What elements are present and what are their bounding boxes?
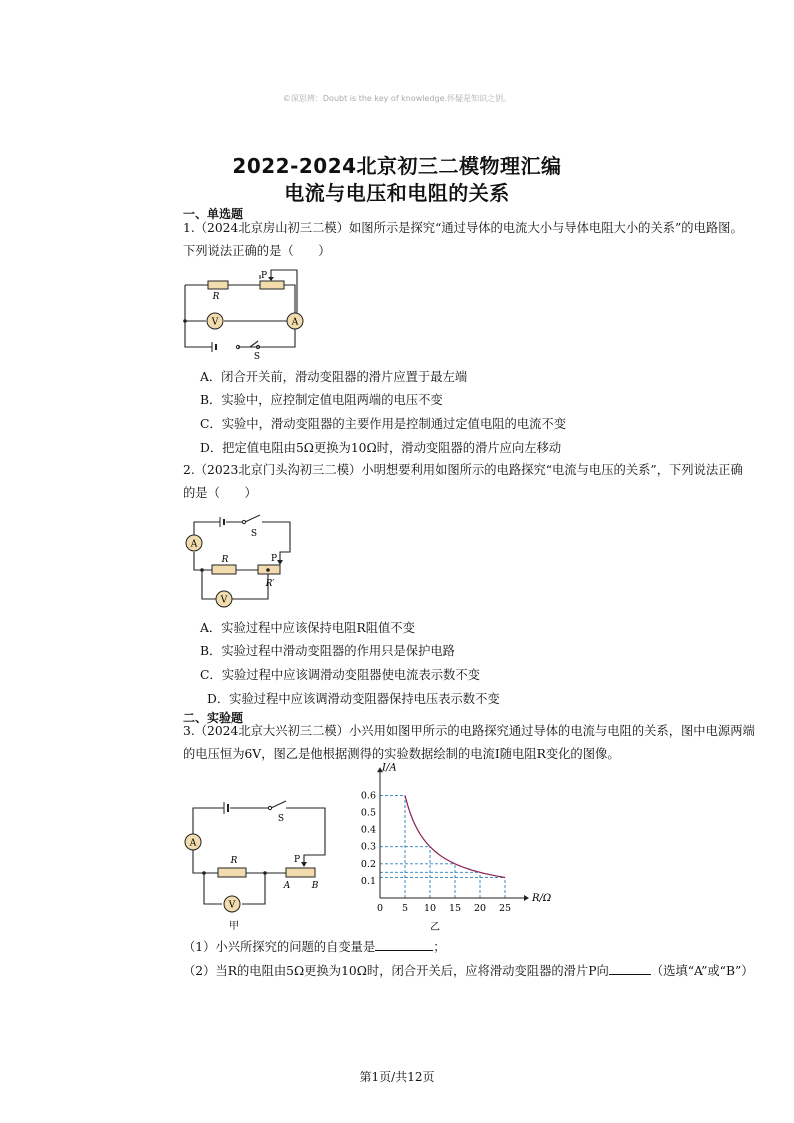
ammeter-label: A bbox=[190, 539, 198, 550]
voltmeter-label: V bbox=[228, 900, 236, 911]
q2-option-c: C．实验过程中应该调滑动变阻器使电流表示数不变 bbox=[200, 668, 480, 682]
x-tick-label: 5 bbox=[401, 903, 409, 914]
slider-label: P bbox=[293, 855, 301, 865]
q2-option-a: A．实验过程中应该保持电阻R阻值不变 bbox=[200, 621, 415, 635]
question-1-circuit-diagram bbox=[180, 265, 310, 360]
sub1-text: （1）小兴所探究的问题的自变量是 bbox=[183, 940, 376, 954]
x-tick-label: 0 bbox=[376, 903, 384, 914]
switch-label: S bbox=[250, 529, 258, 539]
x-tick-label: 10 bbox=[423, 903, 437, 914]
sub2-end: （选填“A”或“B”） bbox=[650, 964, 754, 978]
ammeter-label: A bbox=[189, 838, 197, 849]
q1-option-c: C．实验中，滑动变阻器的主要作用是控制通过定值电阻的电流不变 bbox=[200, 417, 567, 431]
y-axis-label: I/A bbox=[382, 762, 397, 774]
q1-option-b: B．实验中，应控制定值电阻两端的电压不变 bbox=[200, 393, 443, 407]
slider-label: P bbox=[260, 271, 268, 281]
question-3-text: 3.（2024北京大兴初三二模）小兴用如图甲所示的电路探究通过导体的电流与电阻的关系，图中电源两端的电压恒为6V，图乙是他根据测得的实验数据绘制的电流I随电阻R变化的图像。 bbox=[183, 724, 755, 761]
switch-label: S bbox=[277, 814, 285, 824]
ammeter-label: A bbox=[291, 317, 299, 328]
resistor-label: R bbox=[221, 555, 229, 565]
rheostat-label: R′ bbox=[265, 579, 275, 589]
question-3-circuit-jia bbox=[180, 800, 340, 935]
x-axis-arrow bbox=[524, 895, 529, 901]
figure-yi-caption: 乙 bbox=[430, 922, 440, 933]
x-tick-label: 25 bbox=[498, 903, 512, 914]
q1-option-a: A．闭合开关前，滑动变阻器的滑片应置于最左端 bbox=[200, 370, 468, 384]
terminal-a-label: A bbox=[283, 881, 291, 891]
y-tick-label: 0.6 bbox=[360, 790, 376, 802]
y-tick-label: 0.4 bbox=[360, 824, 376, 836]
question-3-graph-yi bbox=[355, 762, 552, 938]
switch-label: S bbox=[253, 352, 261, 362]
terminal-b-label: B bbox=[311, 881, 319, 891]
question-2-text: 2.（2023北京门头沟初三二模）小明想要利用如图所示的电路探究“电流与电压的关系”，下列说法正确的是（ ） bbox=[183, 463, 743, 500]
section-heading-experiment: 二、实验题 bbox=[183, 711, 244, 725]
y-tick-label: 0.5 bbox=[360, 807, 376, 819]
q2-option-b: B．实验过程中滑动变阻器的作用只是保护电路 bbox=[200, 644, 455, 658]
page-title: 2022-2024北京初三二模物理汇编 bbox=[232, 154, 562, 178]
question-3-sub2 bbox=[183, 960, 783, 983]
x-tick-label: 15 bbox=[448, 903, 462, 914]
question-3-sub1 bbox=[183, 936, 755, 959]
q2-option-d: D．实验过程中应该调滑动变阻器保持电压表示数不变 bbox=[207, 692, 500, 706]
y-tick-label: 0.1 bbox=[360, 875, 376, 887]
x-tick-label: 20 bbox=[473, 903, 487, 914]
figure-jia-caption: 甲 bbox=[229, 921, 239, 932]
sub2-text: （2）当R的电阻由5Ω更换为10Ω时，闭合开关后，应将滑动变阻器的滑片P向 bbox=[183, 964, 609, 978]
watermark: ©深思辨：Doubt is the key of knowledge.怀疑是知识之钥。 bbox=[282, 94, 512, 103]
chart-guide-lines bbox=[380, 795, 505, 898]
x-axis-label: R/Ω bbox=[532, 893, 552, 904]
y-tick-label: 0.3 bbox=[360, 841, 376, 853]
q1-option-d: D．把定值电阻由5Ω更换为10Ω时，滑动变阻器的滑片应向左移动 bbox=[200, 441, 562, 455]
y-tick-label: 0.2 bbox=[360, 858, 376, 870]
sub1-end: ； bbox=[433, 940, 446, 954]
answer-blank-2[interactable] bbox=[609, 962, 651, 975]
page-subtitle: 电流与电压和电阻的关系 bbox=[284, 181, 510, 205]
slider-label: P bbox=[270, 554, 277, 564]
question-2-circuit-diagram bbox=[180, 510, 300, 610]
resistor-label: R bbox=[212, 292, 220, 302]
page-footer: 第1页/共12页 bbox=[359, 1070, 435, 1084]
resistor-label: R bbox=[230, 856, 238, 866]
answer-blank-1[interactable] bbox=[375, 938, 433, 951]
voltmeter-label: V bbox=[220, 595, 228, 606]
voltmeter-label: V bbox=[211, 317, 219, 328]
section-heading-single-choice: 一、单选题 bbox=[183, 207, 244, 221]
question-1-text: 1.（2024北京房山初三二模）如图所示是探究“通过导体的电流大小与导体电阻大小的关系”的电路图。下列说法正确的是（ ） bbox=[183, 221, 743, 258]
